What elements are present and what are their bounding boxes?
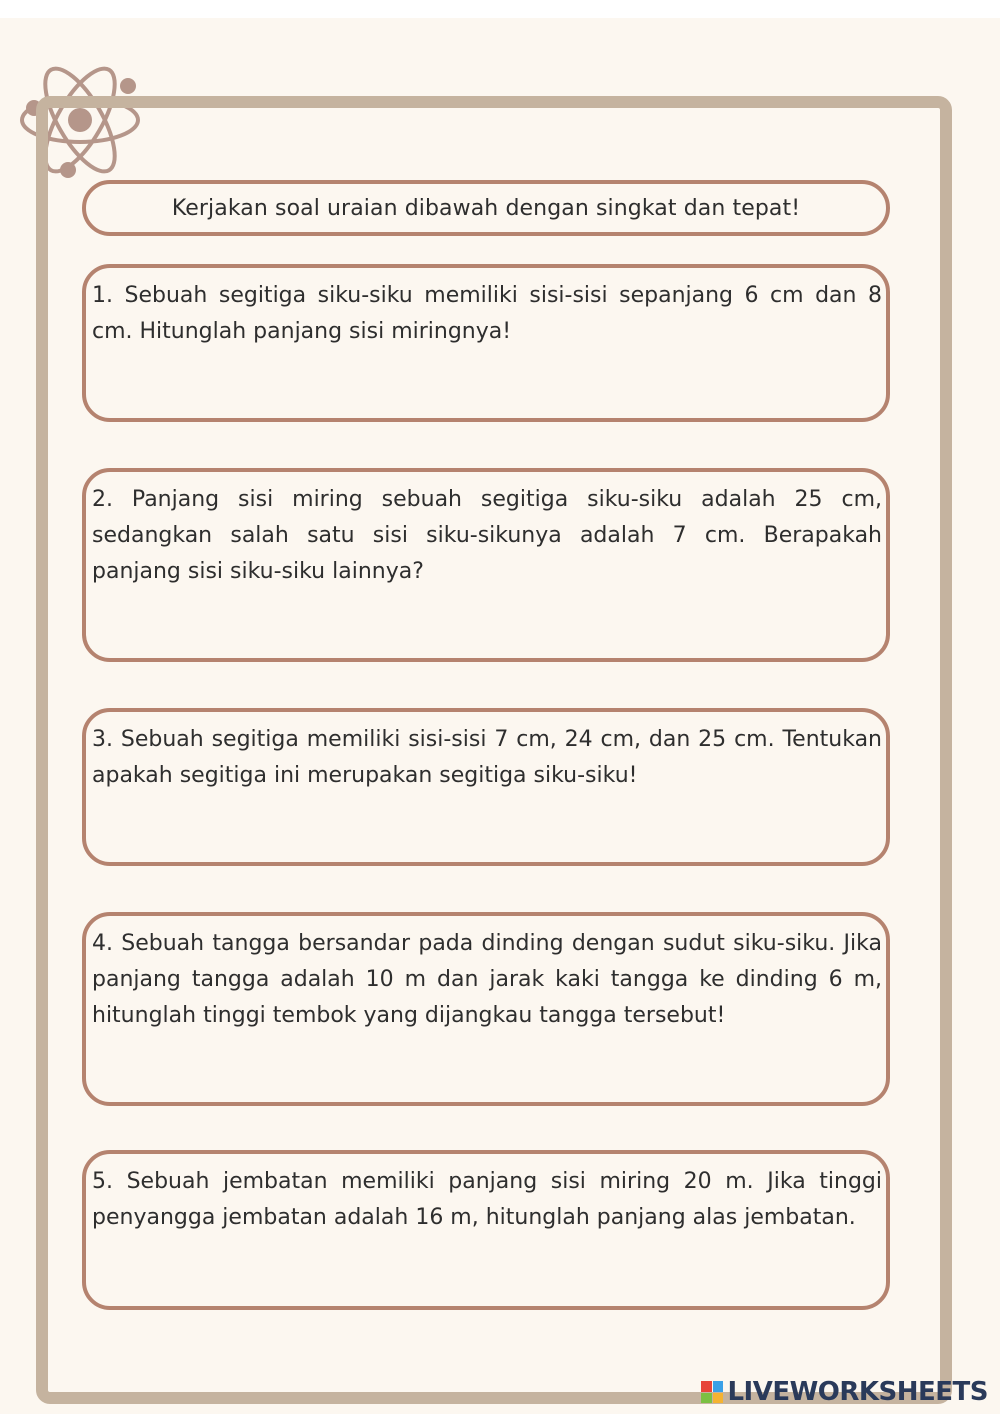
question-box-3[interactable] bbox=[82, 708, 890, 866]
brand-name: LIVEWORKSHEETS bbox=[727, 1377, 988, 1407]
question-text-5: 5. Sebuah jembatan memiliki panjang sisi miring 20 m. Jika tinggi penyangga jembatan adalah 16 m, hitunglah panjang alas jembatan. bbox=[92, 1169, 882, 1230]
question-box-2[interactable] bbox=[82, 468, 890, 662]
question-text-2: 2. Panjang sisi miring sebuah segitiga siku-siku adalah 25 cm, sedangkan salah satu sisi siku-sikunya adalah 7 cm. Berapakah panjang sisi siku-siku lainnya? bbox=[92, 487, 882, 584]
question-text-1: 1. Sebuah segitiga siku-siku memiliki sisi-sisi sepanjang 6 cm dan 8 cm. Hitunglah panjang sisi miringnya! bbox=[92, 283, 882, 344]
liveworksheets-brand[interactable] bbox=[701, 1374, 988, 1410]
instruction-box bbox=[82, 180, 890, 236]
instruction-text: Kerjakan soal uraian dibawah dengan singkat dan tepat! bbox=[171, 195, 801, 221]
question-text-4: 4. Sebuah tangga bersandar pada dinding dengan sudut siku-siku. Jika panjang tangga adalah 10 m dan jarak kaki tangga ke dinding 6 m, hitunglah tinggi tembok yang dijangkau tangga tersebut! bbox=[92, 931, 882, 1028]
worksheet-page bbox=[0, 18, 1000, 1414]
liveworksheets-logo-icon bbox=[701, 1381, 723, 1403]
question-box-5[interactable] bbox=[82, 1150, 890, 1310]
question-box-4[interactable] bbox=[82, 912, 890, 1106]
question-box-1[interactable] bbox=[82, 264, 890, 422]
question-text-3: 3. Sebuah segitiga memiliki sisi-sisi 7 cm, 24 cm, dan 25 cm. Tentukan apakah segitiga ini merupakan segitiga siku-siku! bbox=[92, 727, 882, 788]
